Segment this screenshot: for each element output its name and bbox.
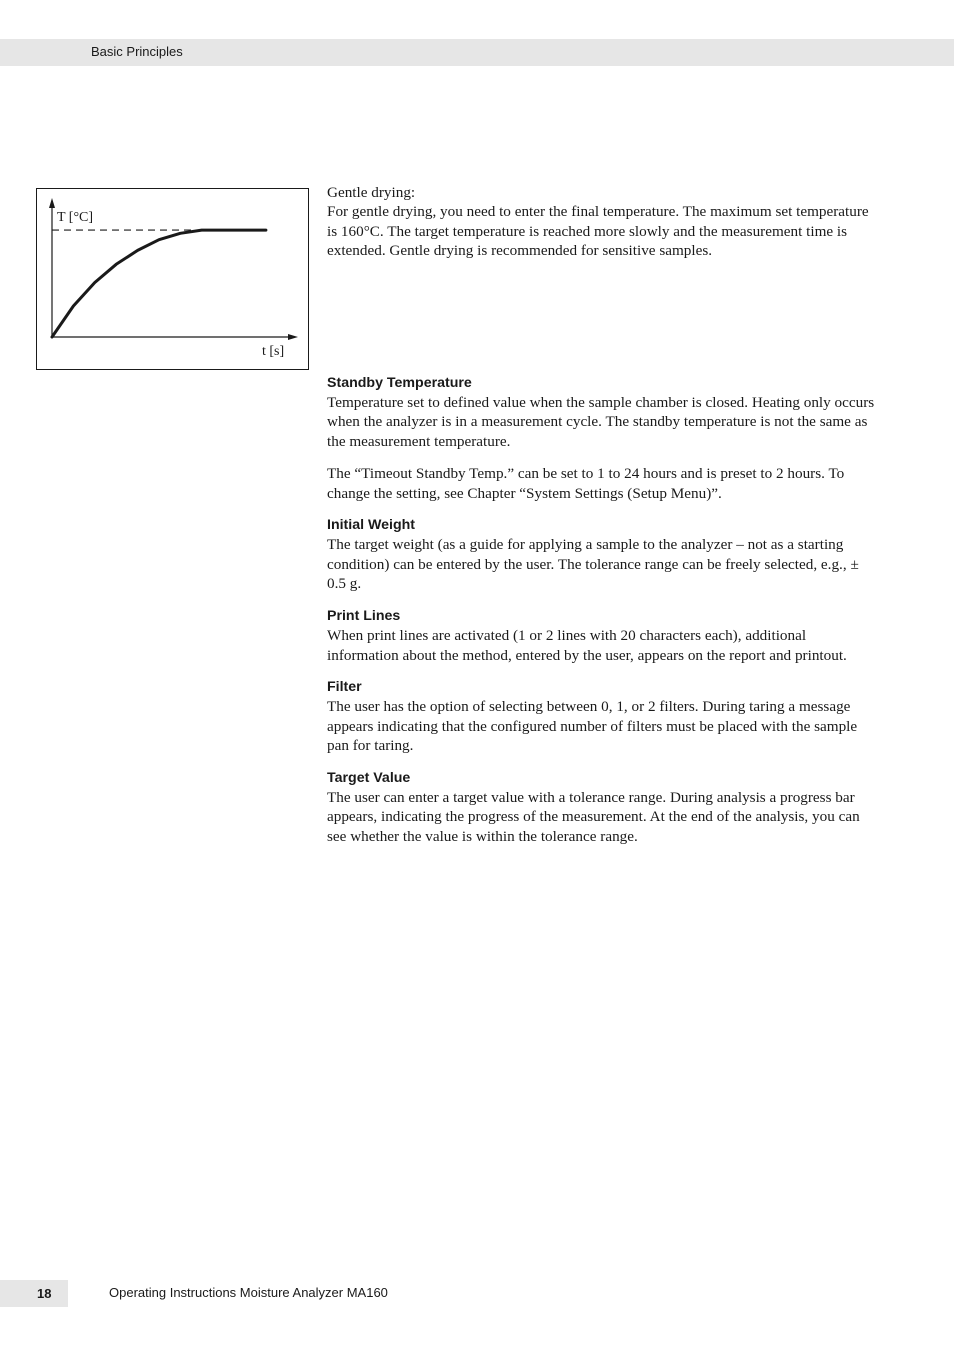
standby-body-2: The “Timeout Standby Temp.” can be set to 1 to 24 hours and is preset to 2 hours. To change the setting, see Chapter “System Settings (Setup Menu)”. (327, 465, 845, 502)
header-band (0, 39, 954, 66)
x-axis-arrowhead (288, 334, 298, 340)
print-lines-body: When print lines are activated (1 or 2 lines with 20 characters each), additional information about the method, entered by the user, appears on the report and printout. (327, 627, 847, 664)
filter-body: The user has the option of selecting between 0, 1, or 2 filters. During taring a message appears indicating that the configured number of filters must be placed with the sample pan for taring. (327, 698, 858, 755)
target-value-body: The user can enter a target value with a tolerance range. During analysis a progress bar appears, indicating the progress of the measurement. At the end of the analysis, you can see whether the value is within the tolerance range. (327, 788, 860, 845)
initial-weight-heading: Initial Weight (327, 517, 416, 534)
gentle-drying-body: For gentle drying, you need to enter the final temperature. The maximum set temperature is 160°C. The target temperature is reached more slowly and the measurement time is extended. Gentle drying is recommended for sensitive samples. (327, 203, 869, 260)
target-value-section (327, 769, 879, 847)
initial-weight-body: The target weight (as a guide for applying a sample to the analyzer – not as a starting condition) can be entered by the user. The tolerance range can be freely selected, e.g., ± 0.5 g. (327, 536, 859, 593)
footer-doc-title: Operating Instructions Moisture Analyzer MA160 (109, 1285, 388, 1300)
target-value-heading: Target Value (327, 769, 411, 786)
print-lines-section (327, 607, 879, 665)
page-number: 18 (37, 1286, 52, 1301)
temperature-chart (36, 188, 309, 370)
temperature-chart-svg (37, 189, 308, 369)
gentle-drying-section (327, 183, 879, 261)
standby-heading: Standby Temperature (327, 374, 472, 391)
standby-body-1: Temperature set to defined value when the sample chamber is closed. Heating only occurs when the analyzer is in a measurement cycle. The standby temperature is not the same as the measurement temperature. (327, 394, 875, 450)
y-axis-label: T [°C] (57, 210, 94, 225)
text-column (327, 183, 879, 846)
y-axis-arrowhead (49, 198, 55, 208)
initial-weight-section (327, 516, 879, 594)
standby-section (327, 374, 879, 503)
series-line-temperature (52, 230, 266, 337)
x-axis-label: t [s] (262, 344, 285, 359)
filter-section (327, 678, 879, 756)
filter-heading: Filter (327, 678, 362, 695)
section-title: Basic Principles (91, 44, 183, 59)
print-lines-heading: Print Lines (327, 607, 401, 624)
footer-page-band (0, 1280, 68, 1307)
gentle-drying-title: Gentle drying: (327, 184, 416, 201)
